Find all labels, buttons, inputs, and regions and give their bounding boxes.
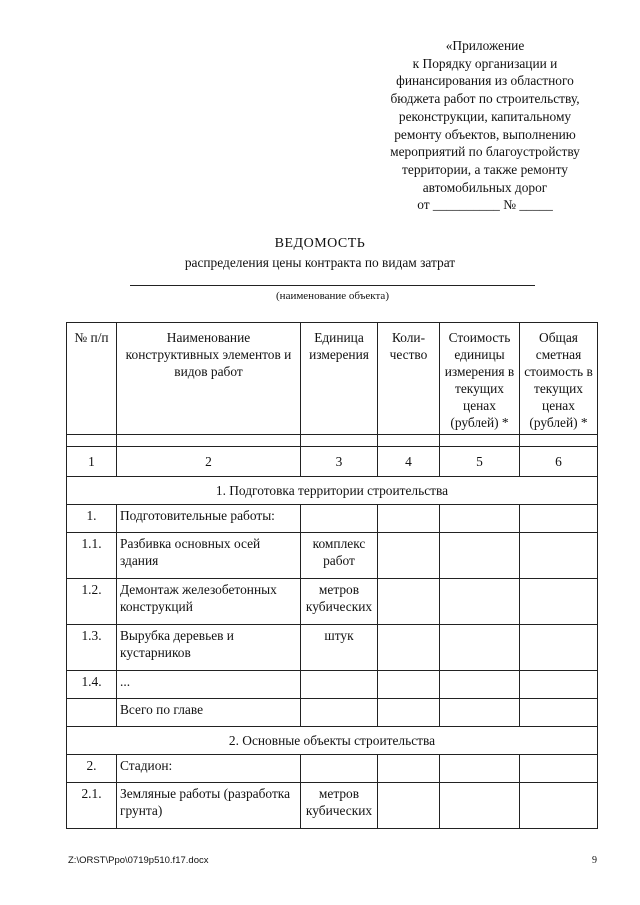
row-number: 1.3. <box>67 625 117 671</box>
appendix-date-number-line: от __________ № _____ <box>417 197 553 213</box>
appendix-line: автомобильных дорог <box>422 179 548 195</box>
appendix-header <box>370 37 600 214</box>
row-name: Земляные работы (разработка грунта) <box>117 783 301 829</box>
row-quantity <box>378 505 440 533</box>
row-total-cost <box>520 625 598 671</box>
footer-file-path: Z:\ORST\Ppo\0719p510.f17.docx <box>68 855 209 866</box>
header-cell: Общая сметная стоимость в текущих ценах (рублей) * <box>520 323 598 435</box>
row-unit-cost <box>440 783 520 829</box>
row-unit: метров кубических <box>301 579 378 625</box>
section-title: 1. Подготовка территории строительства <box>67 477 598 505</box>
row-unit <box>301 699 378 727</box>
header-cell: Единица измерения <box>301 323 378 435</box>
column-number-row <box>67 447 598 477</box>
row-quantity <box>378 625 440 671</box>
appendix-line: реконструкции, капитальному <box>398 108 572 124</box>
table-row <box>67 579 598 625</box>
spacer-row <box>67 435 598 447</box>
row-quantity <box>378 699 440 727</box>
table-row <box>67 625 598 671</box>
page-number: 9 <box>592 855 597 866</box>
document-title: ВЕДОМОСТЬ <box>274 236 366 251</box>
row-total-cost <box>520 699 598 727</box>
section-title: 2. Основные объекты строительства <box>67 727 598 755</box>
row-unit <box>301 671 378 699</box>
header-cell: Коли-чество <box>378 323 440 435</box>
column-number: 3 <box>301 447 378 477</box>
header-row <box>67 323 598 435</box>
row-name: Разбивка основных осей здания <box>117 533 301 579</box>
row-name: Демонтаж железобетонных конструкций <box>117 579 301 625</box>
row-unit-cost <box>440 579 520 625</box>
header-cell: № п/п <box>67 323 117 435</box>
row-name: Всего по главе <box>117 699 301 727</box>
row-number: 1.1. <box>67 533 117 579</box>
appendix-line: мероприятий по благоустройству <box>390 144 580 160</box>
row-quantity <box>378 755 440 783</box>
row-number: 1. <box>67 505 117 533</box>
row-unit <box>301 505 378 533</box>
header-cell: Стоимость единицы измерения в текущих ценах (рублей) * <box>440 323 520 435</box>
appendix-line: территории, а также ремонту <box>402 161 568 177</box>
row-total-cost <box>520 505 598 533</box>
appendix-line: ремонту объектов, выполнению <box>394 126 576 142</box>
header-cell: Наименование конструктивных элементов и видов работ <box>117 323 301 435</box>
section-row <box>67 477 598 505</box>
row-quantity <box>378 533 440 579</box>
row-name: Вырубка деревьев и кустарников <box>117 625 301 671</box>
column-number: 5 <box>440 447 520 477</box>
row-unit <box>301 755 378 783</box>
row-unit: штук <box>301 625 378 671</box>
row-unit: метров кубических <box>301 783 378 829</box>
column-number: 4 <box>378 447 440 477</box>
row-total-cost <box>520 533 598 579</box>
row-number: 2. <box>67 755 117 783</box>
row-number: 1.2. <box>67 579 117 625</box>
row-unit-cost <box>440 671 520 699</box>
document-subtitle: распределения цены контракта по видам затрат <box>184 255 456 270</box>
table-row <box>67 755 598 783</box>
row-total-cost <box>520 755 598 783</box>
row-quantity <box>378 579 440 625</box>
row-number: 2.1. <box>67 783 117 829</box>
row-name: ... <box>117 671 301 699</box>
appendix-line: бюджета работ по строительству, <box>390 91 580 107</box>
row-name: Стадион: <box>117 755 301 783</box>
table-row <box>67 671 598 699</box>
row-number: 1.4. <box>67 671 117 699</box>
row-quantity <box>378 671 440 699</box>
appendix-line: финансирования из областного <box>396 73 574 89</box>
object-name-line <box>130 285 535 286</box>
row-unit-cost <box>440 505 520 533</box>
chapter-total-row <box>67 699 598 727</box>
column-number: 1 <box>67 447 117 477</box>
row-number <box>67 699 117 727</box>
row-unit-cost <box>440 625 520 671</box>
column-number: 2 <box>117 447 301 477</box>
column-number: 6 <box>520 447 598 477</box>
cost-distribution-table <box>66 322 598 829</box>
row-total-cost <box>520 783 598 829</box>
row-unit-cost <box>440 699 520 727</box>
row-unit-cost <box>440 533 520 579</box>
row-unit-cost <box>440 755 520 783</box>
row-total-cost <box>520 579 598 625</box>
section-row <box>67 727 598 755</box>
row-unit: комплекс работ <box>301 533 378 579</box>
appendix-line: «Приложение <box>445 38 525 53</box>
appendix-line: к Порядку организации и <box>412 55 558 71</box>
table-row <box>67 533 598 579</box>
table-row <box>67 783 598 829</box>
row-total-cost <box>520 671 598 699</box>
row-quantity <box>378 783 440 829</box>
row-name: Подготовительные работы: <box>117 505 301 533</box>
object-name-caption: (наименование объекта) <box>276 290 389 302</box>
table-row <box>67 505 598 533</box>
